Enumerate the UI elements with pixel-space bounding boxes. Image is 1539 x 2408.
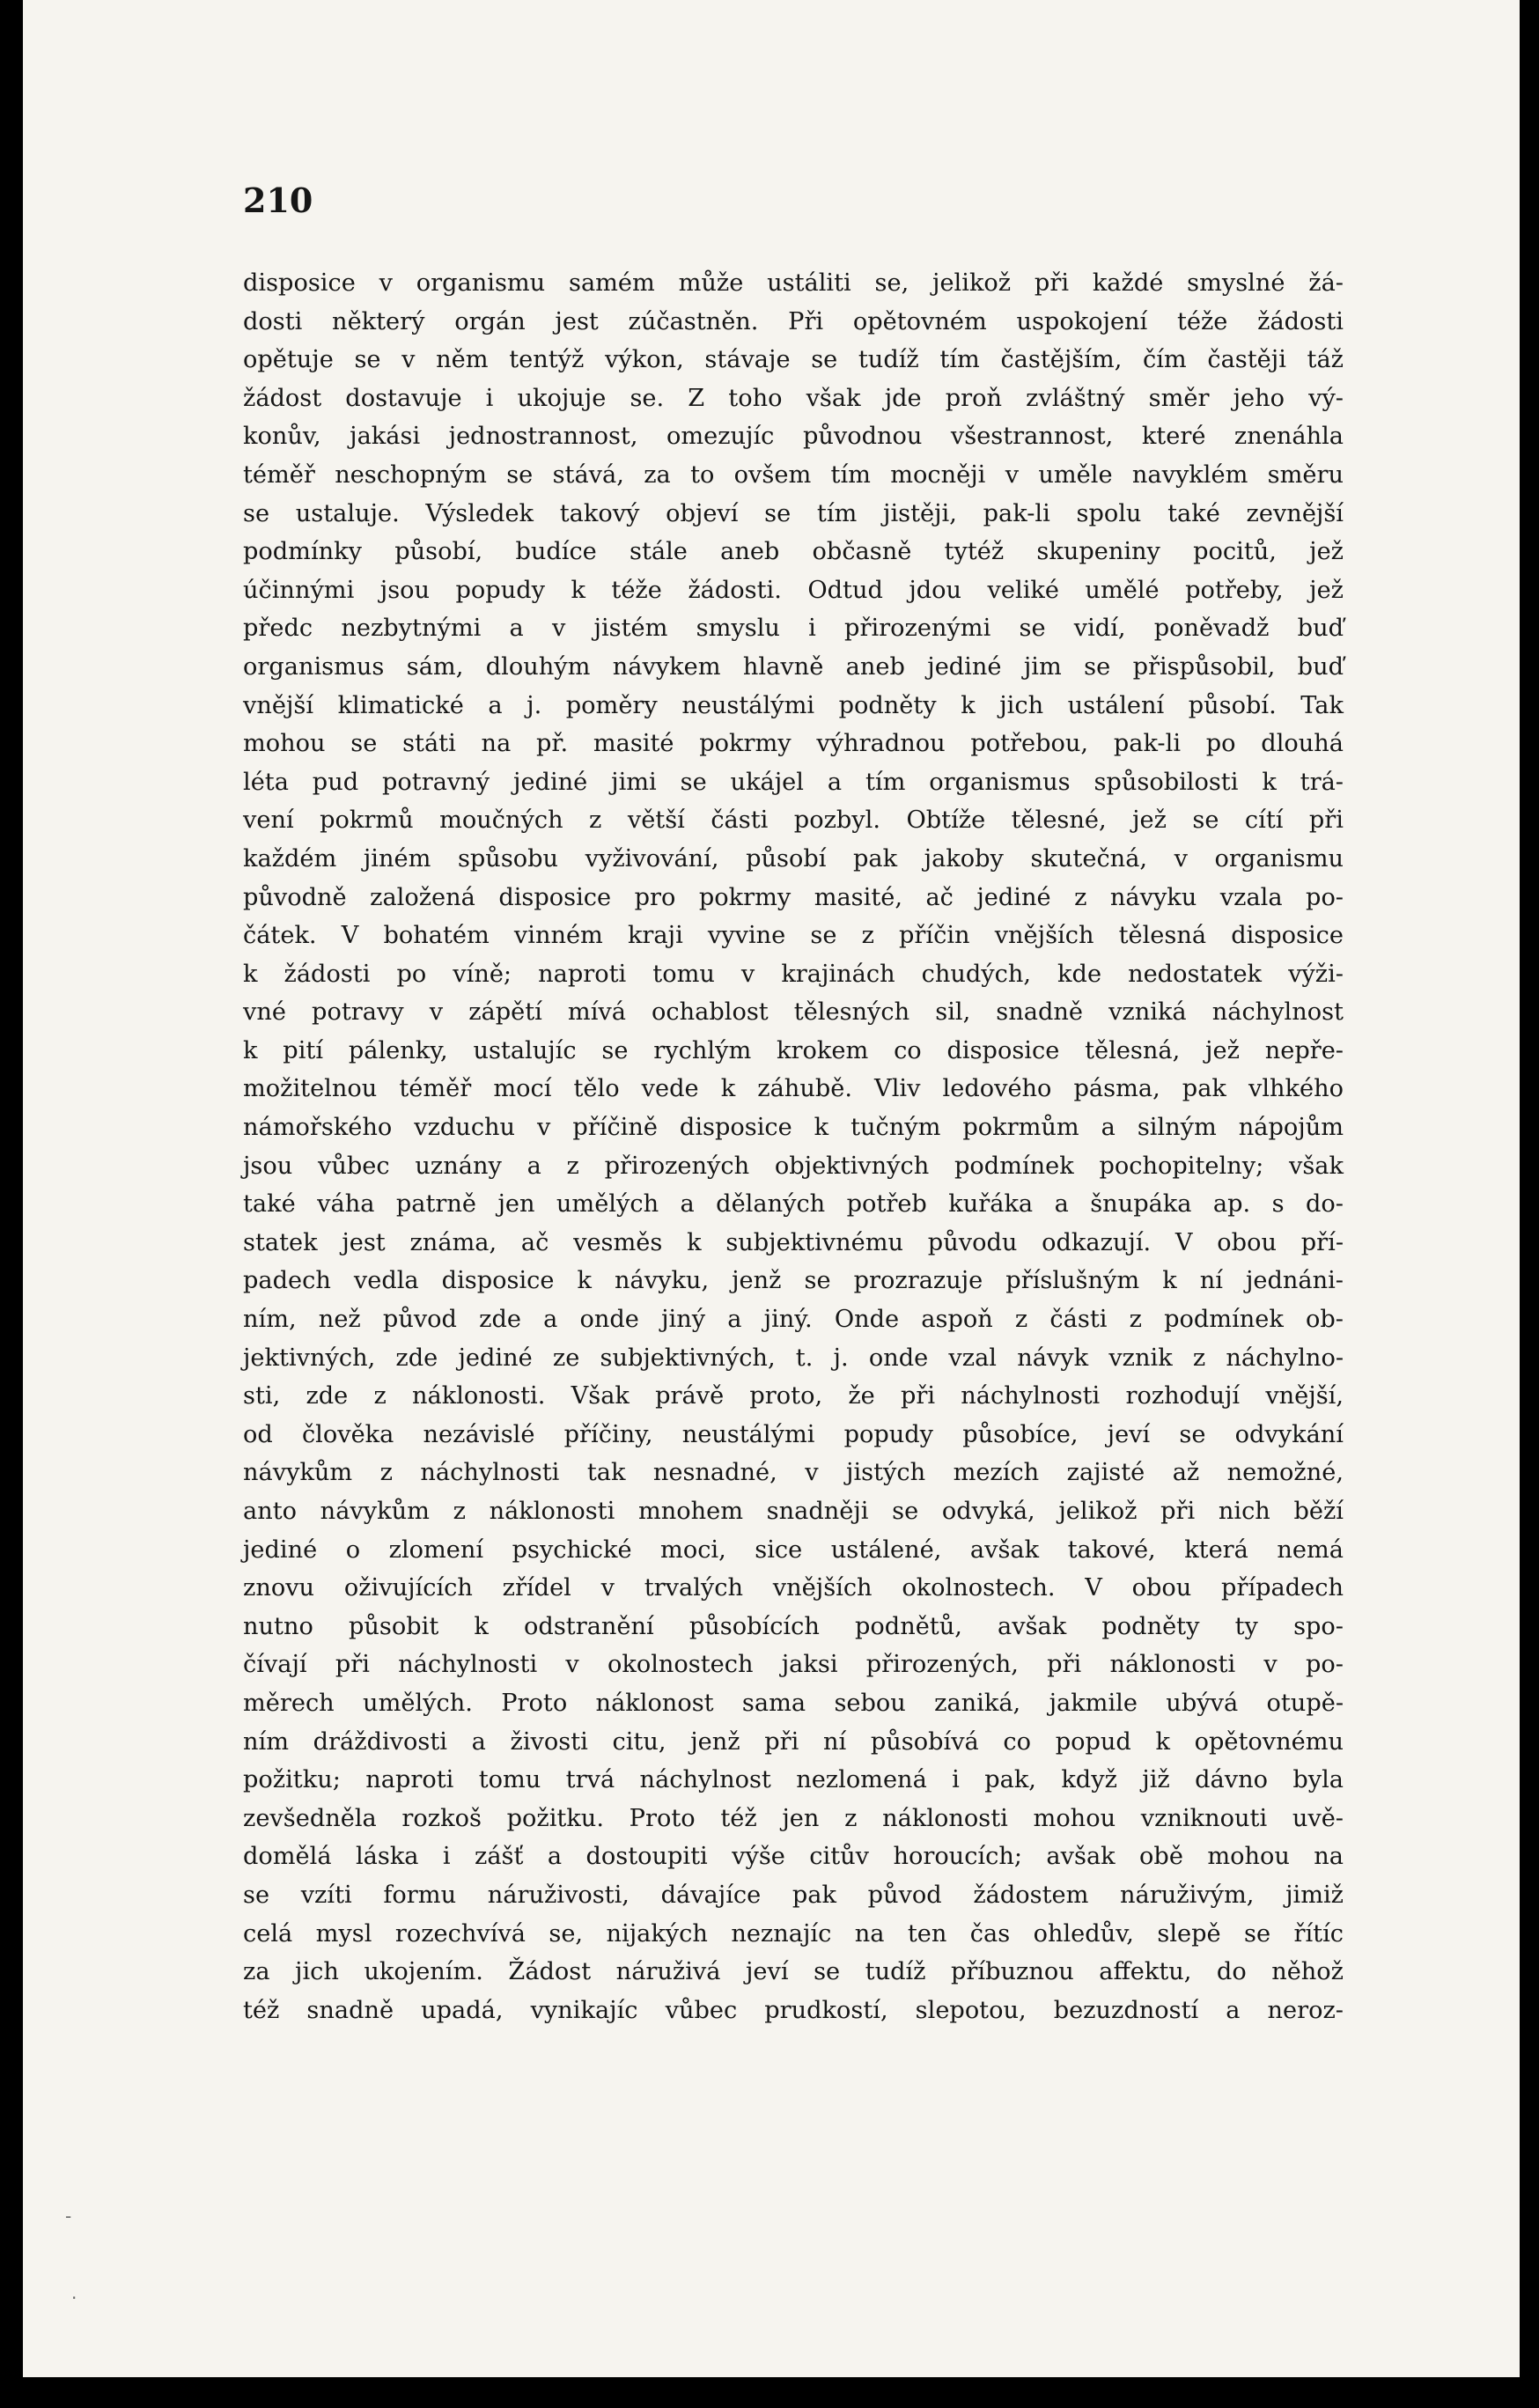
text-line: padech vedla disposice k návyku, jenž se prozrazuje příslušným k ní jednáni- [243, 1267, 1344, 1295]
text-line: též snadně upadá, vynikajíc vůbec prudkostí, slepotou, bezuzdností a neroz- [243, 1996, 1344, 2024]
text-line: námořského vzduchu v příčině disposice k tučným pokrmům a silným nápojům [243, 1114, 1344, 1142]
text-line: možitelnou téměř mocí tělo vede k záhubě. Vliv ledového pásma, pak vlhkého [243, 1075, 1344, 1103]
text-line: léta pud potravný jediné jimi se ukájel a tím organismus spůsobilosti k trá- [243, 768, 1344, 796]
text-line: žádost dostavuje i ukojuje se. Z toho však jde proň zvláštný směr jeho vý- [243, 384, 1344, 412]
text-line: disposice v organismu samém může ustáliti se, jelikož při každé smyslné žá- [243, 269, 1344, 297]
text-line: zevšedněla rozkoš požitku. Proto též jen z náklonosti mohou vzniknouti uvě- [243, 1804, 1344, 1832]
text-line: opětuje se v něm tentýž výkon, stávaje se tudíž tím častějším, čím častěji táž [243, 346, 1344, 374]
text-line: účinnými jsou popudy k téže žádosti. Odtud jdou veliké umělé potřeby, jež [243, 576, 1344, 604]
text-line: se vzíti formu náruživosti, dávajíce pak původ žádostem náruživým, jimiž [243, 1881, 1344, 1909]
text-line: podmínky působí, budíce stále aneb občasně tytéž skupeniny pocitů, jež [243, 538, 1344, 566]
text-line: za jich ukojením. Žádost náruživá jeví se tudíž příbuznou affektu, do něhož [243, 1958, 1344, 1986]
text-line: vení pokrmů moučných z větší části pozbyl. Obtíže tělesné, jež se cítí při [243, 806, 1344, 835]
scan-speck: · [71, 2287, 77, 2309]
text-line: ním, než původ zde a onde jiný a jiný. Onde aspoň z části z podmínek ob- [243, 1306, 1344, 1334]
text-line: původně založená disposice pro pokrmy masité, ač jediné z návyku vzala po- [243, 883, 1344, 911]
text-line: jediné o zlomení psychické moci, sice ustálené, avšak takové, která nemá [243, 1535, 1344, 1564]
text-line: čátek. V bohatém vinném kraji vyvine se z příčin vnějších tělesná disposice [243, 922, 1344, 950]
body-text [243, 264, 1344, 2029]
text-line: každém jiném spůsobu vyživování, působí pak jakoby skutečná, v organismu [243, 844, 1344, 873]
page-number: 210 [243, 180, 313, 220]
text-line: nutno působit k odstranění působících podnětů, avšak podněty ty spo- [243, 1612, 1344, 1640]
text-line: jsou vůbec uznány a z přirozených objektivných podmínek pochopitelny; však [243, 1152, 1344, 1180]
text-line: také váha patrně jen umělých a dělaných potřeb kuřáka a šnupáka ap. s do- [243, 1190, 1344, 1219]
text-line: k žádosti po víně; naproti tomu v krajinách chudých, kde nedostatek výži- [243, 960, 1344, 988]
text-line: organismus sám, dlouhým návykem hlavně aneb jediné jim se přispůsobil, buď [243, 652, 1344, 681]
text-line: vnější klimatické a j. poměry neustálými podněty k jich ustálení působí. Tak [243, 691, 1344, 719]
text-line: měrech umělých. Proto náklonost sama sebou zaniká, jakmile ubývá otupě- [243, 1689, 1344, 1717]
scan-speck: - [65, 2205, 72, 2227]
text-line: čívají při náchylnosti v okolnostech jaksi přirozených, při náklonosti v po- [243, 1651, 1344, 1679]
text-line: ním dráždivosti a živosti citu, jenž při ní působívá co popud k opětovnému [243, 1727, 1344, 1756]
book-page [23, 0, 1520, 2377]
text-line: statek jest známa, ač vesměs k subjektivnému původu odkazují. V obou pří- [243, 1228, 1344, 1256]
text-line: anto návykům z náklonosti mnohem snadněji se odvyká, jelikož při nich běží [243, 1498, 1344, 1525]
text-line: sti, zde z náklonosti. Však právě proto, že při náchylnosti rozhodují vnější, [243, 1382, 1344, 1410]
text-line: domělá láska i zášť a dostoupiti výše citův horoucích; avšak obě mohou na [243, 1843, 1344, 1871]
text-line: jektivných, zde jediné ze subjektivných, t. j. onde vzal návyk vznik z náchylno- [243, 1344, 1344, 1372]
text-line: téměř neschopným se stává, za to ovšem tím mocněji v uměle navyklém směru [243, 460, 1344, 489]
text-line: vné potravy v zápětí mívá ochablost tělesných sil, snadně vzniká náchylnost [243, 998, 1344, 1027]
text-line: celá mysl rozechvívá se, nijakých neznajíc na ten čas ohledův, slepě se řítíc [243, 1919, 1344, 1948]
text-line: dosti některý orgán jest zúčastněn. Při opětovném uspokojení téže žádosti [243, 307, 1344, 335]
text-line: předc nezbytnými a v jistém smyslu i přirozenými se vidí, poněvadž buď [243, 615, 1344, 643]
text-line: konův, jakási jednostrannost, omezujíc původnou všestrannost, které znenáhla [243, 423, 1344, 451]
text-line: k pití pálenky, ustalujíc se rychlým krokem co disposice tělesná, jež nepře- [243, 1036, 1344, 1064]
text-line: požitku; naproti tomu trvá náchylnost nezlomená i pak, když již dávno byla [243, 1766, 1344, 1794]
text-line: návykům z náchylnosti tak nesnadné, v jistých mezích zajisté až nemožné, [243, 1459, 1344, 1487]
text-line: od člověka nezávislé příčiny, neustálými popudy působíce, jeví se odvykání [243, 1420, 1344, 1448]
text-line: mohou se státi na př. masité pokrmy výhradnou potřebou, pak-li po dlouhá [243, 730, 1344, 758]
text-line: znovu oživujících zřídel v trvalých vnějších okolnostech. V obou případech [243, 1574, 1344, 1602]
text-line: se ustaluje. Výsledek takový objeví se tím jistěji, pak-li spolu také zevnější [243, 499, 1344, 527]
